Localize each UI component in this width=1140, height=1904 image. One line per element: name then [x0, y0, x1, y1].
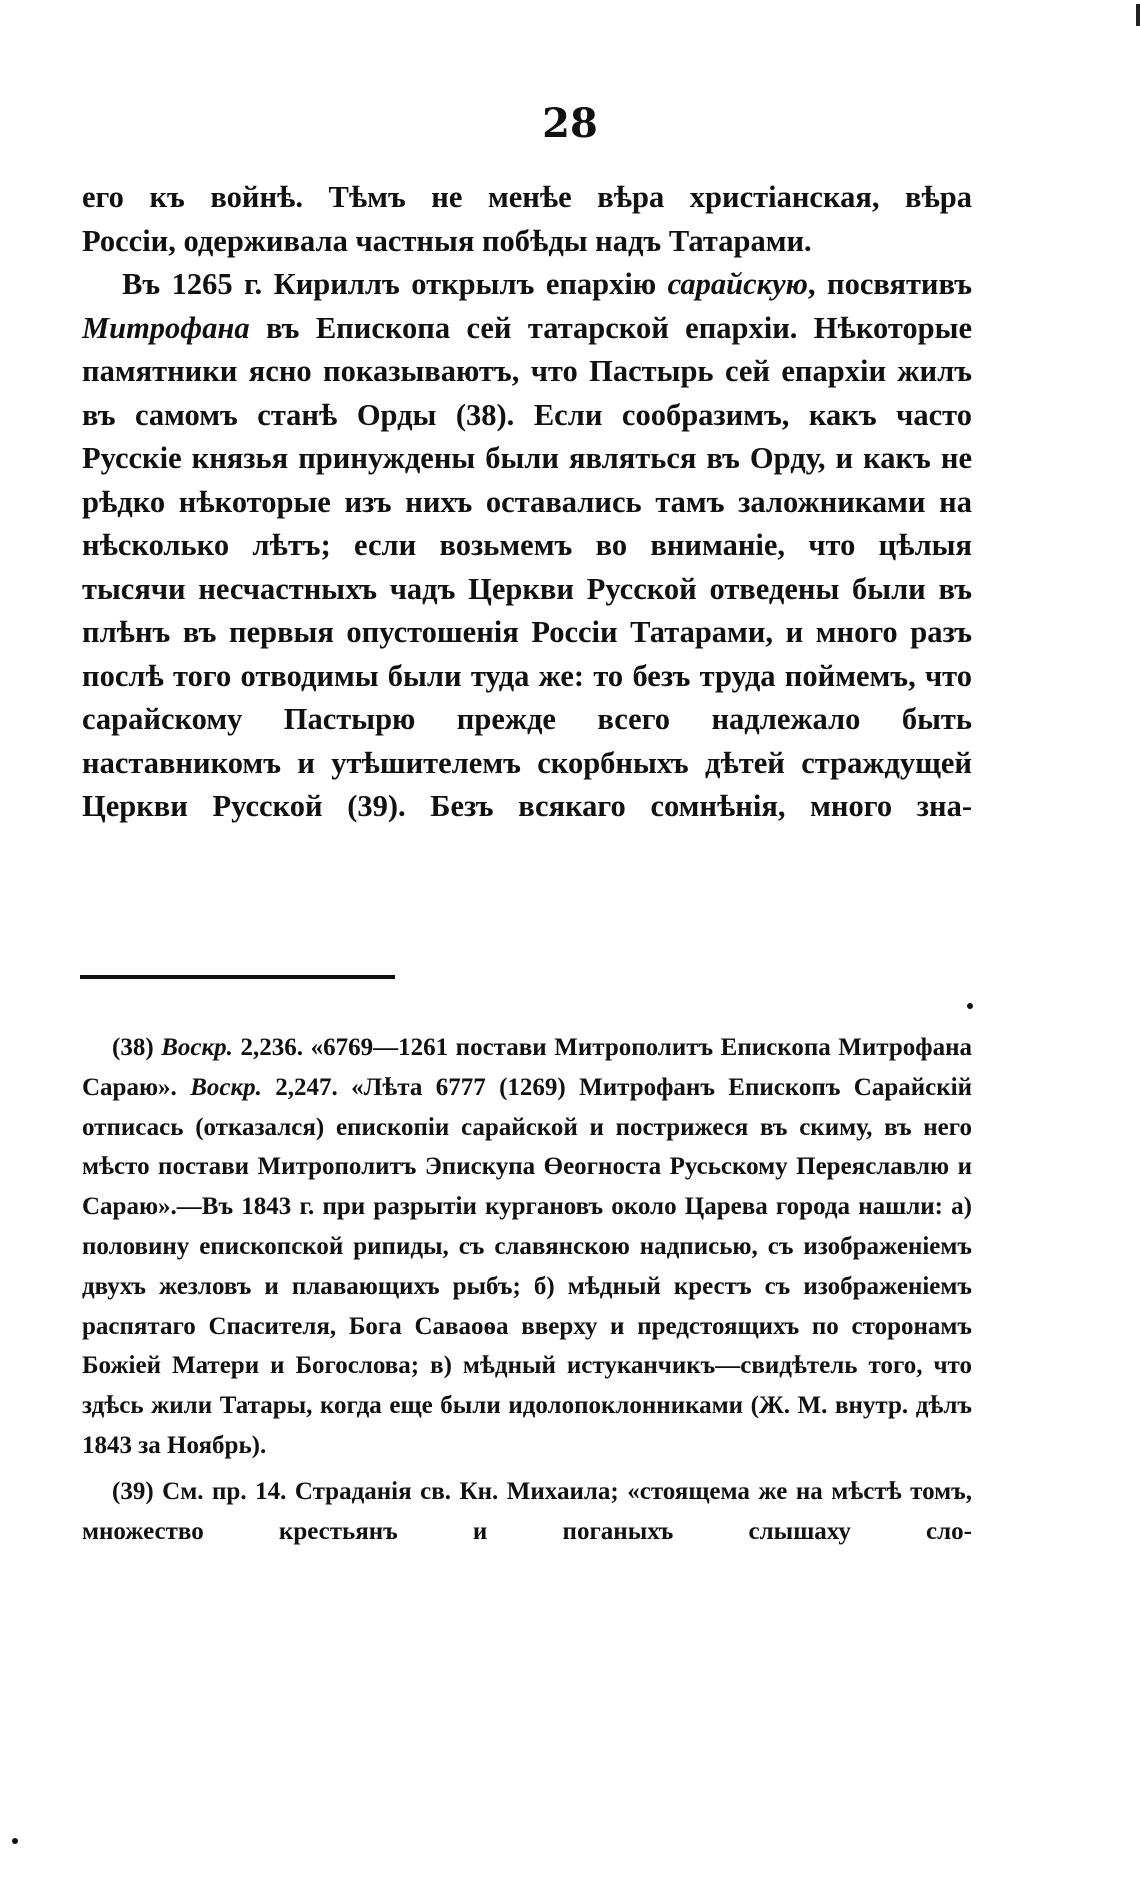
footnote-38-label: (38): [112, 1034, 162, 1061]
italic-name-mitrofan: Митрофана: [82, 310, 250, 345]
italic-term-sarai: сарайскую: [667, 267, 808, 301]
page-number: 28: [542, 100, 598, 147]
stray-mark: [12, 1838, 18, 1844]
footnote-39: (39) См. пр. 14. Страданія св. Кн. Михаила; «стоящема же на мѣстѣ томъ, множество крестьянъ и поганыхъ слышаху сло-: [82, 1477, 972, 1545]
stray-mark: [967, 1003, 973, 1009]
footnote-divider: [80, 975, 395, 979]
paragraph-text-3: въ Епископа сей татарской епархіи. Нѣкоторые памятники ясно показываютъ, что Пастырь сей епархіи жилъ въ самомъ станѣ Орды (38). Если сообразимъ, какъ часто Русскіе князья принуждены были являться въ Орду, и какъ не рѣдко нѣкоторые изъ нихъ оставались тамъ заложниками на нѣсколько лѣтъ; если возьмемъ во вниманіе, что цѣлыя тысячи несчастныхъ чадъ Церкви Русской отведены были въ плѣнъ въ первыя опустошенія Россіи Татарами, и много разъ послѣ того отводимы были туда же: то безъ труда поймемъ, что сарайскому Пастырю прежде всего надлежало быть наставникомъ и утѣшителемъ скорбныхъ дѣтей страждущей Церкви Русской (39). Безъ всякаго сомнѣнія, много зна-: [82, 310, 972, 823]
footnote-38-text-1: 2,236. «6769—1261 постави Митрополитъ Епископа Митрофана Сараю».: [82, 1034, 972, 1101]
paragraph-text-2: , посвятивъ: [807, 267, 972, 301]
footnotes: [82, 1028, 972, 1551]
scan-mark: [1136, 4, 1140, 26]
main-text: [82, 176, 972, 829]
paragraph-continuation-line-2: Россіи, одерживала частныя побѣды надъ Татарами.: [82, 223, 812, 258]
footnote-38-source-2: Воскр.: [190, 1073, 262, 1101]
paragraph-text-1: Въ 1265 г. Кириллъ открылъ епархію: [122, 267, 668, 301]
paragraph-continuation-line-1: его къ войнѣ. Тѣмъ не менѣе вѣра христіанская, вѣра: [82, 180, 972, 214]
paragraph-body: [82, 263, 972, 829]
footnote-38: [82, 1028, 972, 1466]
footnote-38-source-1: Воскр.: [161, 1034, 233, 1061]
footnote-38-text-2: 2,247. «Лѣта 6777 (1269) Митрофанъ Епископъ Сарайскій отписась (отказался) епископіи сарайской и пострижеся въ скиму, въ него мѣсто постави Митрополитъ Эпискупа Өеогноста Русьскому Переяславлю и Сараю».—Въ 1843 г. при разрытіи кургановъ около Царева города нашли: а) половину епископской рипиды, съ славянскою надписью, съ изображеніемъ двухъ жезловъ и плавающихъ рыбъ; б) мѣдный крестъ съ изображеніемъ распятаго Спасителя, Бога Саваоѳа вверху и предстоящихъ по сторонамъ Божіей Матери и Богослова; в) мѣдный истуканчикъ—свидѣтель того, что здѣсь жили Татары, когда еще были идолопоклонниками (Ж. М. внутр. дѣлъ 1843 за Ноябрь).: [82, 1073, 972, 1459]
